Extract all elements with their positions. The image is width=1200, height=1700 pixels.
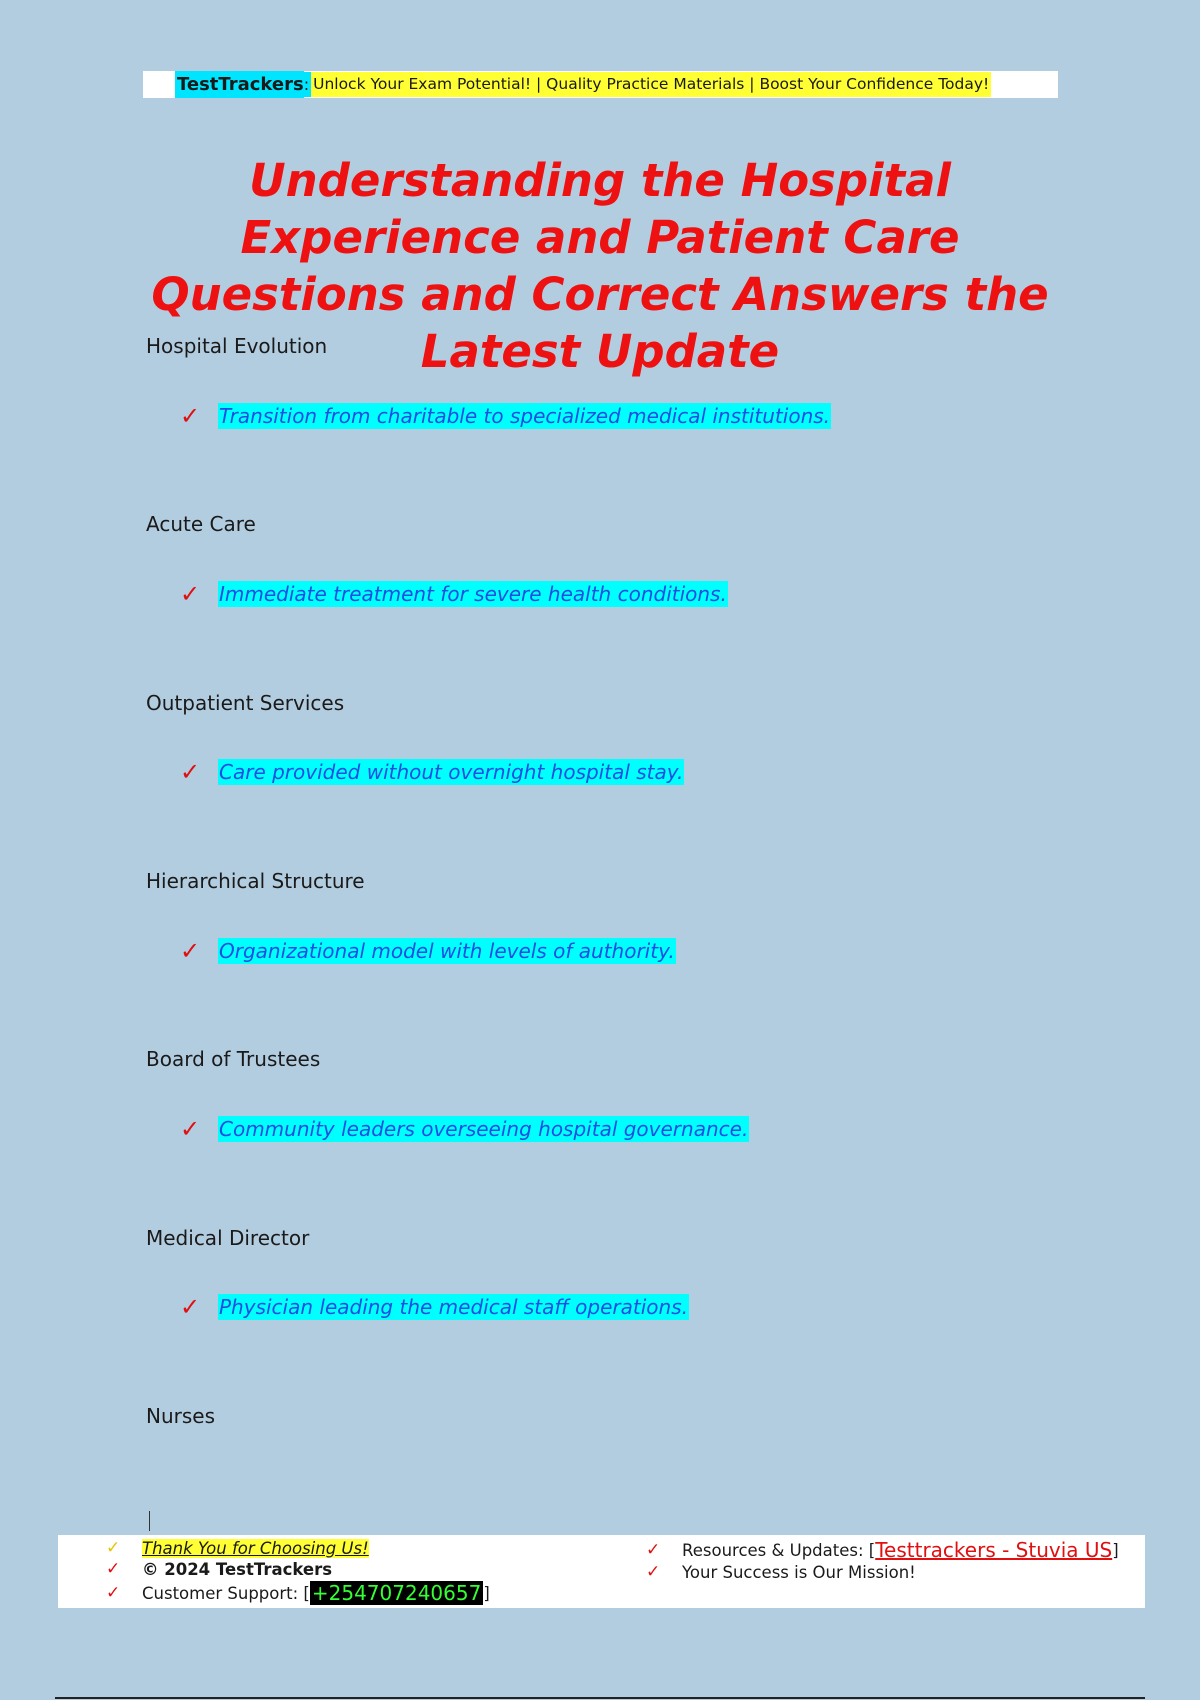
support-label: Customer Support: [	[142, 1583, 310, 1603]
answer-text: Organizational model with levels of authority.	[219, 939, 675, 963]
bottom-rule	[55, 1697, 1145, 1699]
footer-thanks	[106, 1538, 369, 1558]
footer	[58, 1535, 1145, 1608]
question-hierarchical-structure: Hierarchical Structure	[146, 869, 365, 893]
resources-close: ]	[1112, 1540, 1119, 1560]
question-outpatient-services: Outpatient Services	[146, 691, 345, 715]
answer-row	[180, 937, 676, 965]
answer-text: Care provided without overnight hospital stay.	[219, 760, 684, 784]
answer-text: Physician leading the medical staff operations.	[219, 1295, 688, 1319]
check-icon: ✓	[180, 937, 201, 965]
answer-row	[180, 1115, 749, 1143]
check-icon: ✓	[646, 1562, 661, 1582]
text-cursor	[149, 1511, 150, 1531]
check-icon: ✓	[646, 1540, 661, 1560]
brand-colon: :	[304, 72, 311, 97]
mission-text: Your Success is Our Mission!	[682, 1562, 916, 1582]
copyright-text: © 2024 TestTrackers	[142, 1559, 333, 1579]
check-icon: ✓	[180, 580, 201, 608]
check-icon: ✓	[180, 758, 201, 786]
thanks-text: Thank You for Choosing Us!	[142, 1538, 369, 1558]
answer-row	[180, 580, 728, 608]
check-icon: ✓	[180, 1115, 201, 1143]
banner-tagline: Unlock Your Exam Potential! | Quality Practice Materials | Boost Your Confidence Today!	[311, 72, 991, 97]
check-icon: ✓	[180, 1293, 201, 1321]
answer-text: Immediate treatment for severe health conditions.	[219, 582, 727, 606]
check-icon: ✓	[106, 1538, 121, 1558]
question-acute-care: Acute Care	[146, 512, 256, 536]
question-medical-director: Medical Director	[146, 1226, 310, 1250]
answer-row	[180, 402, 831, 430]
resources-label: Resources & Updates: [	[682, 1540, 876, 1560]
answer-row	[180, 758, 684, 786]
footer-resources	[646, 1538, 1119, 1562]
header-banner	[143, 71, 1058, 98]
footer-copyright	[106, 1559, 332, 1579]
question-hospital-evolution: Hospital Evolution	[146, 334, 328, 358]
answer-text: Transition from charitable to specialized medical institutions.	[219, 404, 831, 428]
brand-name: TestTrackers	[175, 71, 304, 98]
support-close: ]	[483, 1583, 490, 1603]
check-icon: ✓	[180, 402, 201, 430]
footer-support	[106, 1581, 490, 1605]
footer-mission	[646, 1562, 916, 1582]
answer-text: Community leaders overseeing hospital governance.	[219, 1117, 749, 1141]
check-icon: ✓	[106, 1559, 121, 1579]
question-board-of-trustees: Board of Trustees	[146, 1047, 321, 1071]
answer-row	[180, 1293, 689, 1321]
question-nurses: Nurses	[146, 1404, 216, 1428]
resources-link[interactable]: Testtrackers - Stuvia US	[875, 1538, 1113, 1562]
check-icon: ✓	[106, 1583, 121, 1603]
support-phone[interactable]: +254707240657	[311, 1581, 482, 1605]
document-title: Understanding the Hospital Experience and Patient Care Questions and Correct Answers the Latest Update	[151, 154, 1049, 378]
